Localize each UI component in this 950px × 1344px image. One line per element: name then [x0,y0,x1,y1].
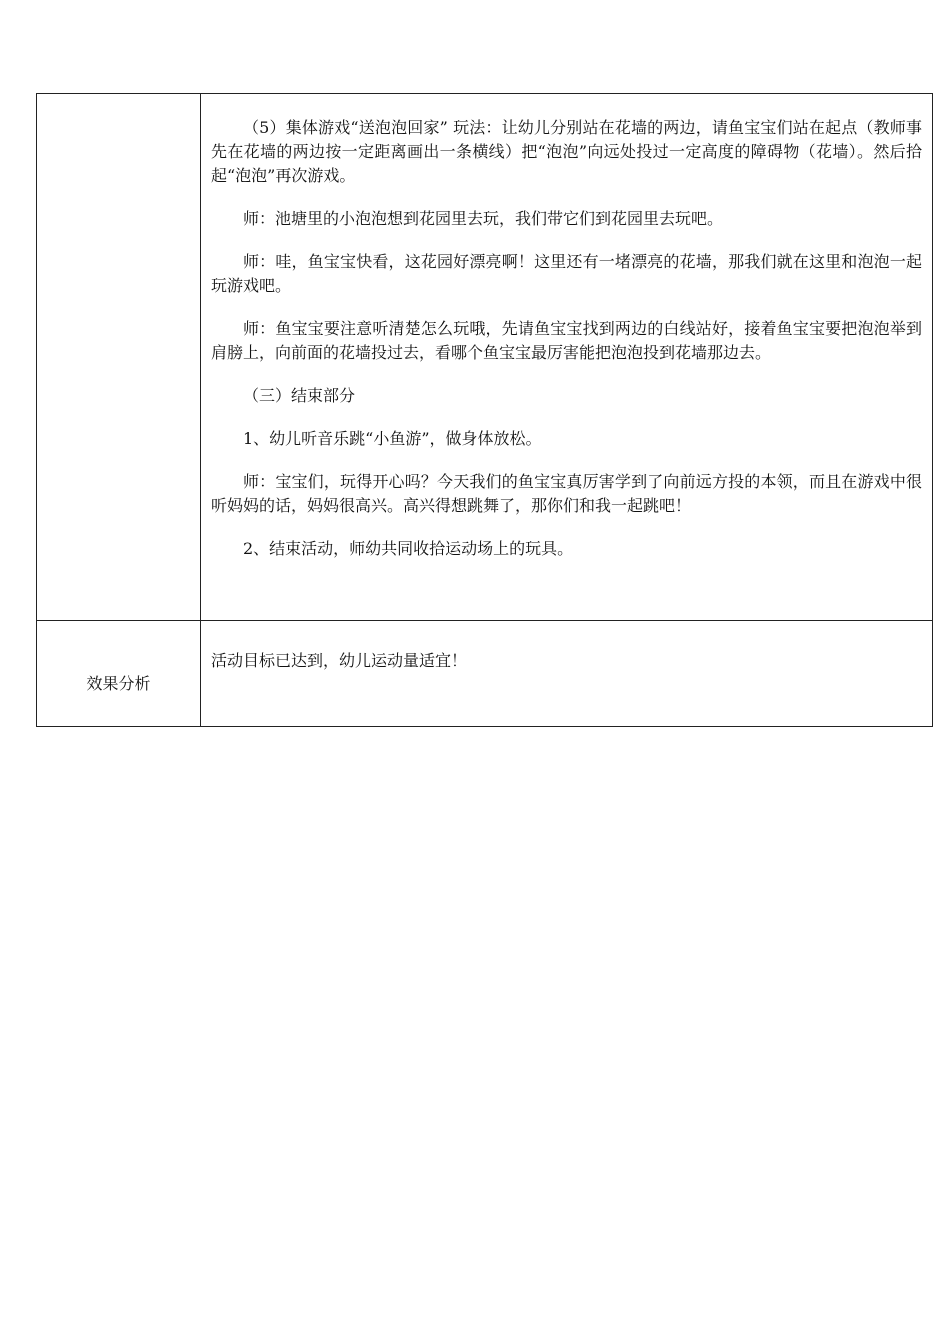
paragraph-step-1: 1、幼儿听音乐跳“小鱼游”，做身体放松。 [243,429,542,448]
effect-text: 活动目标已达到，幼儿运动量适宜！ [201,621,933,727]
paragraph-step-2: 2、结束活动，师幼共同收拾运动场上的玩具。 [243,539,574,558]
paragraph-game-rules: （5）集体游戏“送泡泡回家” 玩法：让幼儿分别站在花墙的两边，请鱼宝宝们站在起点（教师事先在花墙的两边按一定距离画出一条横线）把“泡泡”向远处投过一定高度的障碍物（花墙）。然后拾起“泡泡”再次游戏。 [211,118,922,185]
activity-row [37,94,933,621]
paragraph-teacher-1: 师：池塘里的小泡泡想到花园里去玩，我们带它们到花园里去玩吧。 [243,209,724,228]
paragraph-teacher-4: 师：宝宝们，玩得开心吗？今天我们的鱼宝宝真厉害学到了向前远方投的本领，而且在游戏中很听妈妈的话，妈妈很高兴。高兴得想跳舞了，那你们和我一起跳吧！ [211,472,922,515]
lesson-plan-table [36,93,933,727]
activity-label-cell [37,94,201,621]
effect-label: 效果分析 [37,621,201,727]
section-heading-ending: （三）结束部分 [243,386,356,405]
activity-content-cell [201,94,933,621]
paragraph-teacher-3: 师：鱼宝宝要注意听清楚怎么玩哦，先请鱼宝宝找到两边的白线站好，接着鱼宝宝要把泡泡举到肩膀上，向前面的花墙投过去，看哪个鱼宝宝最厉害能把泡泡投到花墙那边去。 [211,319,922,362]
effect-row [37,621,933,727]
paragraph-teacher-2: 师：哇，鱼宝宝快看，这花园好漂亮啊！这里还有一堵漂亮的花墙，那我们就在这里和泡泡一起玩游戏吧。 [211,252,922,295]
